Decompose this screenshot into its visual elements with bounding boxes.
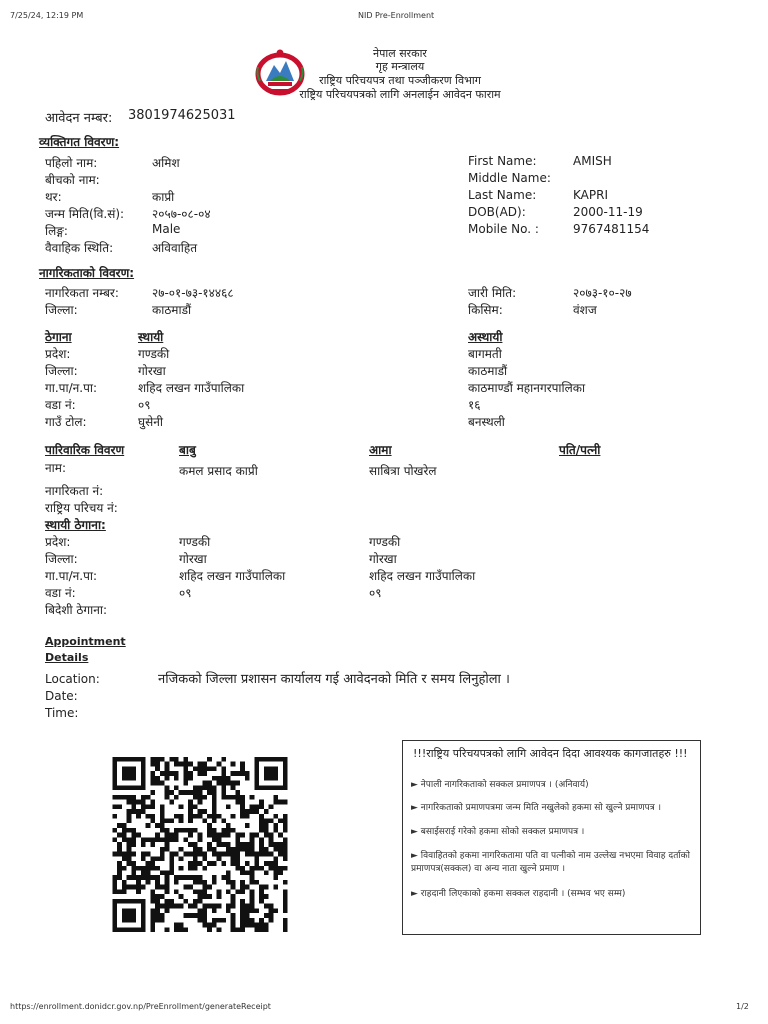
marital-label: वैवाहिक स्थिति: xyxy=(45,241,114,255)
family-mother-heading: आमा xyxy=(369,443,392,457)
personal-section-title: व्यक्तिगत विवरण: xyxy=(39,135,120,149)
citizenship-number: २७-०१-७३-१४४६८ xyxy=(152,286,234,300)
issue-date-label: जारी मिति: xyxy=(468,286,517,300)
family-district-label: जिल्ला: xyxy=(45,552,78,566)
header-ministry: गृह मन्त्रालय xyxy=(375,60,425,73)
first-name-en: AMISH xyxy=(573,154,612,168)
appointment-date-label: Date: xyxy=(45,689,78,703)
address-temporary-heading: अस्थायी xyxy=(468,330,503,344)
perm-tole: घुसेनी xyxy=(138,415,163,429)
last-name-np-label: थर: xyxy=(45,190,62,204)
address-municipality-label: गा.पा/न.पा: xyxy=(45,381,98,395)
mother-municipality: शहिद लखन गाउँपालिका xyxy=(369,569,476,583)
dob-ad: 2000-11-19 xyxy=(573,205,643,219)
dob-bs: २०५७-०८-०४ xyxy=(152,207,211,221)
temp-tole: बनस्थली xyxy=(468,415,505,429)
temp-municipality: काठमाण्डौं महानगरपालिका xyxy=(468,381,586,395)
appointment-time-label: Time: xyxy=(45,706,79,720)
required-documents-title: !!!राष्ट्रिय परिचयपत्रको लागि आवेदन दिदा आवश्यक कागजातहरु !!! xyxy=(413,747,688,760)
middle-name-np-label: बीचको नाम: xyxy=(45,173,100,187)
family-name-label: नाम: xyxy=(45,461,66,475)
temp-province: बागमती xyxy=(468,347,502,361)
perm-ward: ०९ xyxy=(138,398,151,412)
address-permanent-heading: स्थायी xyxy=(138,330,164,344)
document-item: ► नागरिकताको प्रमाणपत्रमा जन्म मिति नखुलेको हकमा सो खुल्ने प्रमाणपत्र । xyxy=(411,803,661,813)
document-item: ► राहदानी लिएकाको हकमा सक्कल राहदानी । (सम्भव भए सम्म) xyxy=(411,889,626,899)
family-citizenship-label: नागरिकता नं: xyxy=(45,484,104,498)
father-municipality: शहिद लखन गाउँपालिका xyxy=(179,569,286,583)
header-department: राष्ट्रिय परिचयपत्र तथा पञ्जीकरण विभाग xyxy=(319,74,481,87)
last-name-np: काप्री xyxy=(152,190,175,204)
family-nid-label: राष्ट्रिय परिचय नं: xyxy=(45,501,118,515)
perm-municipality: शहिद लखन गाउँपालिका xyxy=(138,381,245,395)
mother-district: गोरखा xyxy=(369,552,397,566)
perm-district: गोरखा xyxy=(138,364,166,378)
temp-ward: १६ xyxy=(468,398,481,412)
father-district: गोरखा xyxy=(179,552,207,566)
print-url: https://enrollment.donidcr.gov.np/PreEnrollment/generateReceipt xyxy=(10,1002,271,1011)
family-perm-address-label: स्थायी ठेगाना: xyxy=(45,518,106,532)
dob-bs-label: जन्म मिति(वि.सं): xyxy=(45,207,125,221)
document-item: ► बसाईसराई गरेको हकमा सोको सक्कल प्रमाणपत्र । xyxy=(411,827,585,837)
father-ward: ०९ xyxy=(179,586,192,600)
citizenship-number-label: नागरिकता नम्बर: xyxy=(45,286,119,300)
father-name: कमल प्रसाद काप्री xyxy=(179,464,258,478)
issue-date: २०७३-१०-२७ xyxy=(573,286,632,300)
application-number: 3801974625031 xyxy=(128,108,236,123)
gender: Male xyxy=(152,222,181,236)
first-name-en-label: First Name: xyxy=(468,154,537,168)
citizenship-district-label: जिल्ला: xyxy=(45,303,78,317)
address-province-label: प्रदेश: xyxy=(45,347,71,361)
required-documents-box xyxy=(402,740,701,935)
last-name-en-label: Last Name: xyxy=(468,188,537,202)
father-province: गण्डकी xyxy=(179,535,211,549)
document-item: ► विवाहितको हकमा नागरिकतामा पति वा पत्नीको नाम उल्लेख नभएमा विवाह दर्ताको प्रमाणपत्र(सक्कल) वा अन्य नाता खुल्ने प्रमाण । xyxy=(411,851,690,874)
family-foreign-address-label: बिदेशी ठेगाना: xyxy=(45,603,108,617)
family-province-label: प्रदेश: xyxy=(45,535,71,549)
document-item: ► नेपाली नागरिकताको सक्कल प्रमाणपत्र । (अनिवार्य) xyxy=(411,780,589,790)
mobile-label: Mobile No. : xyxy=(468,222,539,236)
address-ward-label: वडा नं: xyxy=(45,398,76,412)
gender-label: लिङ्ग: xyxy=(45,224,68,238)
address-district-label: जिल्ला: xyxy=(45,364,78,378)
print-page-number: 1/2 xyxy=(736,1002,749,1011)
family-municipality-label: गा.पा/न.पा: xyxy=(45,569,98,583)
print-timestamp: 7/25/24, 12:19 PM xyxy=(10,11,84,20)
mother-name: साबित्रा पोखरेल xyxy=(369,464,437,478)
appointment-title-line1: Appointment xyxy=(45,635,126,648)
mother-province: गण्डकी xyxy=(369,535,401,549)
first-name-np-label: पहिलो नाम: xyxy=(45,156,98,170)
temp-district: काठमाडौं xyxy=(468,364,508,378)
application-number-label: आवेदन नम्बर: xyxy=(45,111,113,126)
header-form-title: राष्ट्रिय परिचयपत्रको लागि अनलाईन आवेदन फाराम xyxy=(299,88,501,101)
header-government: नेपाल सरकार xyxy=(373,47,427,60)
appointment-location: नजिकको जिल्ला प्रशासन कार्यालय गई आवेदनको मिति र समय लिनुहोला । xyxy=(158,672,510,687)
mobile-number: 9767481154 xyxy=(573,222,650,236)
marital: अविवाहित xyxy=(152,241,198,255)
family-section-title: पारिवारिक विवरण xyxy=(45,443,125,457)
citizenship-district: काठमाडौं xyxy=(152,303,192,317)
citizenship-type-label: किसिम: xyxy=(468,303,503,317)
mother-ward: ०९ xyxy=(369,586,382,600)
address-heading: ठेगाना xyxy=(45,330,72,344)
last-name-en: KAPRI xyxy=(573,188,608,202)
appointment-location-label: Location: xyxy=(45,672,100,686)
perm-province: गण्डकी xyxy=(138,347,170,361)
family-spouse-heading: पति/पत्नी xyxy=(559,443,601,457)
address-tole-label: गाउँ टोल: xyxy=(45,415,87,429)
qr-code-icon xyxy=(106,757,294,932)
first-name-np: अमिश xyxy=(152,156,180,170)
family-father-heading: बाबु xyxy=(179,443,196,457)
citizenship-section-title: नागरिकताको विवरण: xyxy=(39,266,135,280)
print-page-title: NID Pre-Enrollment xyxy=(358,11,435,20)
family-ward-label: वडा नं: xyxy=(45,586,76,600)
middle-name-en-label: Middle Name: xyxy=(468,171,551,185)
dob-ad-label: DOB(AD): xyxy=(468,205,526,219)
citizenship-type: वंशज xyxy=(573,303,597,317)
appointment-title-line2: Details xyxy=(45,651,89,664)
